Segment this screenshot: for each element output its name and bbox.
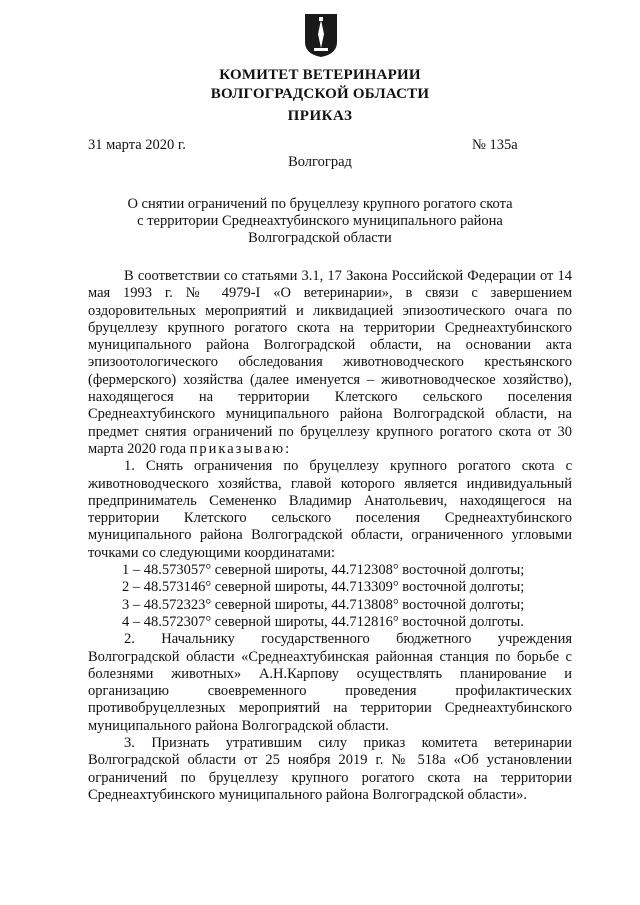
coat-of-arms-emblem-icon — [303, 12, 339, 58]
subject-line-2: с территории Среднеахтубинского муниципального района — [137, 213, 503, 229]
preamble-paragraph — [88, 268, 572, 458]
document-type: ПРИКАЗ — [287, 108, 353, 124]
issuer-line-1: КОМИТЕТ ВЕТЕРИНАРИИ — [219, 67, 421, 83]
coordinates-list — [88, 562, 572, 631]
subject-line-3: Волгоградской области — [248, 230, 392, 246]
document-number: № 135а — [472, 137, 518, 153]
order-word: приказываю: — [189, 440, 292, 457]
issuer-name — [0, 66, 640, 104]
issuer-line-2: ВОЛГОГРАДСКОЙ ОБЛАСТИ — [210, 86, 430, 102]
document-date: 31 марта 2020 г. — [88, 137, 186, 153]
coordinate-point: 4 – 48.572307° северной широты, 44.712816° восточной долготы. — [122, 613, 524, 630]
coordinate-point: 3 – 48.572323° северной широты, 44.713808° восточной долготы; — [122, 596, 525, 613]
document-body — [88, 268, 572, 804]
subject-line-1: О снятии ограничений по бруцеллезу крупного рогатого скота — [127, 196, 513, 212]
item-3-paragraph: 3. Признать утратившим силу приказ комитета ветеринарии Волгоградской области от 25 ноября 2019 г. № 518а «Об установлении ограничений по бруцеллезу крупного рогатого скота на территории Среднеахтубинского муниципального района Волгоградской области». — [88, 735, 572, 803]
coordinate-point: 2 – 48.573146° северной широты, 44.713309° восточной долготы; — [122, 579, 525, 596]
coordinate-point: 1 – 48.573057° северной широты, 44.712308° восточной долготы; — [122, 562, 525, 579]
item-1-paragraph: 1. Снять ограничения по бруцеллезу крупного рогатого скота с животноводческого хозяйства, главой которого является индивидуальный предприниматель Семененко Владимир Анатольевич, находящегося на территории Клетского сельского поселения Среднеахтубинского муниципального района Волгоградской области, ограниченного угловыми точками со следующими координатами: — [88, 458, 572, 561]
document-city: Волгоград — [288, 154, 352, 170]
item-2-paragraph: 2. Начальнику государственного бюджетного учреждения Волгоградской области «Среднеахтубинская районная станция по борьбе с болезнями животных» А.Н.Карпову осуществлять планирование и организацию своевременного проведения профилактических противобруцеллезных мероприятий на территории Среднеахтубинского муниципального района Волгоградской области. — [88, 631, 572, 734]
preamble-text: В соответствии со статьями 3.1, 17 Закона Российской Федерации от 14 мая 1993 г. № 4979-I «О ветеринарии», в связи с завершением оздоровительных мероприятий и ликвидацией эпизоотического очага по бруцеллезу крупного рогатого скота на территории Среднеахтубинского муниципального района Волгоградской области, на основании акта эпизоотологического обследования животноводческого крестьянского (фермерского) хозяйства (далее именуется – животноводческое хозяйство), находящегося на территории Клетского сельского поселения Среднеахтубинского муниципального района Волгоградской области, на предмет снятия ограничений по бруцеллезу крупного рогатого скота от 30 марта 2020 года — [88, 268, 572, 457]
document-subject — [0, 196, 640, 247]
